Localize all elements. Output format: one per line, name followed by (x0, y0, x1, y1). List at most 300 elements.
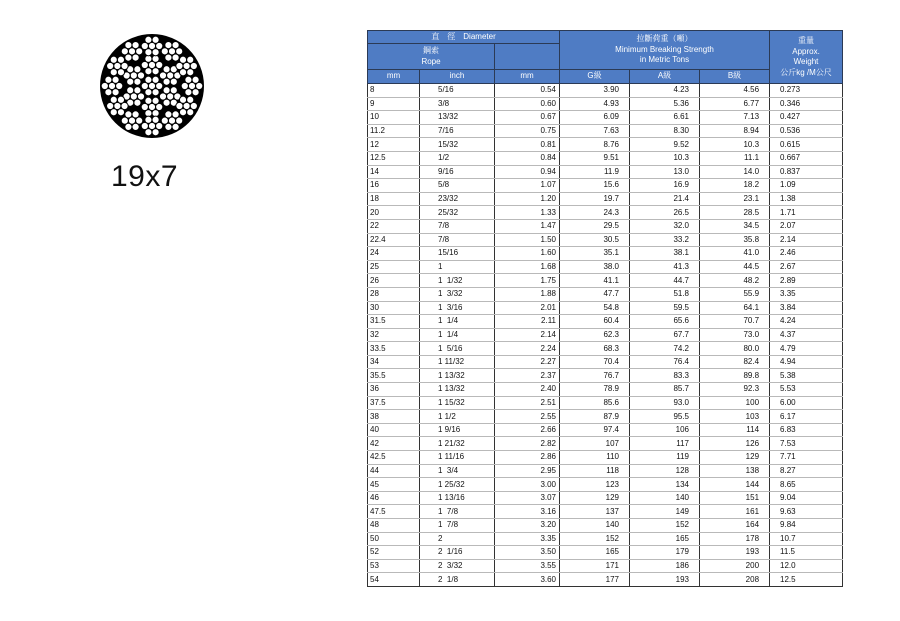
strand-wire (132, 54, 139, 61)
cell-w: 0.615 (770, 138, 843, 152)
cell-g: 7.63 (560, 124, 630, 138)
cell-g: 140 (560, 519, 630, 533)
cell-b: 35.8 (700, 233, 770, 247)
cell-inch: 1 1/4 (420, 315, 495, 329)
cell-w: 8.27 (770, 464, 843, 478)
cell-a: 74.2 (630, 342, 700, 356)
cell-a: 85.7 (630, 383, 700, 397)
table-row (368, 464, 843, 478)
cell-w: 3.84 (770, 301, 843, 315)
strand-wire (192, 76, 199, 83)
cell-mm: 37.5 (368, 396, 420, 410)
cell-b: 82.4 (700, 355, 770, 369)
cell-inch: 1 7/8 (420, 505, 495, 519)
cell-a: 5.36 (630, 97, 700, 111)
table-row (368, 192, 843, 206)
cell-w: 5.53 (770, 383, 843, 397)
cell-w: 6.17 (770, 410, 843, 424)
table-row (368, 165, 843, 179)
cell-inch: 1 13/32 (420, 383, 495, 397)
cell-mm2: 3.50 (495, 546, 560, 560)
cell-mm: 46 (368, 491, 420, 505)
cell-b: 114 (700, 423, 770, 437)
cell-b: 55.9 (700, 287, 770, 301)
cell-mm: 20 (368, 206, 420, 220)
cell-mm: 53 (368, 559, 420, 573)
cell-b: 6.77 (700, 97, 770, 111)
table-row (368, 423, 843, 437)
cell-g: 62.3 (560, 328, 630, 342)
strand-wire (170, 87, 177, 94)
cell-b: 18.2 (700, 179, 770, 193)
cell-mm: 12 (368, 138, 420, 152)
strand-wire (165, 42, 172, 49)
spec-table-body (368, 84, 843, 587)
cell-a: 26.5 (630, 206, 700, 220)
cell-inch: 1 1/32 (420, 274, 495, 288)
cell-mm2: 0.60 (495, 97, 560, 111)
cell-a: 59.5 (630, 301, 700, 315)
strand-wire (152, 36, 159, 43)
cell-inch: 7/16 (420, 124, 495, 138)
cell-mm2: 2.27 (495, 355, 560, 369)
table-row (368, 247, 843, 261)
strand-wire (192, 89, 199, 96)
cell-mm2: 1.47 (495, 219, 560, 233)
cell-w: 11.5 (770, 546, 843, 560)
cell-inch: 15/16 (420, 247, 495, 261)
cell-inch: 1 3/32 (420, 287, 495, 301)
cell-a: 149 (630, 505, 700, 519)
table-row (368, 396, 843, 410)
strand-wire (145, 116, 152, 123)
cell-mm: 40 (368, 423, 420, 437)
cell-b: 4.56 (700, 84, 770, 98)
table-row (368, 124, 843, 138)
cell-inch: 1 1/2 (420, 410, 495, 424)
table-row (368, 287, 843, 301)
table-row (368, 233, 843, 247)
cell-mm: 36 (368, 383, 420, 397)
cell-inch: 1 25/32 (420, 478, 495, 492)
cell-mm2: 1.75 (495, 274, 560, 288)
cell-mm: 35.5 (368, 369, 420, 383)
strand-wire (179, 56, 186, 63)
cell-mm: 11.2 (368, 124, 420, 138)
cell-g: 129 (560, 491, 630, 505)
cell-w: 0.346 (770, 97, 843, 111)
cell-a: 106 (630, 423, 700, 437)
cell-inch: 5/8 (420, 179, 495, 193)
cell-b: 10.3 (700, 138, 770, 152)
cell-g: 24.3 (560, 206, 630, 220)
cell-b: 161 (700, 505, 770, 519)
cell-inch: 2 (420, 532, 495, 546)
cell-mm2: 1.68 (495, 260, 560, 274)
cell-w: 2.07 (770, 219, 843, 233)
cell-b: 14.0 (700, 165, 770, 179)
strand-wire (152, 68, 159, 75)
cell-mm: 10 (368, 111, 420, 125)
cell-b: 28.5 (700, 206, 770, 220)
strand-wire (172, 123, 179, 130)
cell-g: 35.1 (560, 247, 630, 261)
strand-wire (132, 123, 139, 130)
cell-g: 165 (560, 546, 630, 560)
strand-wire (125, 42, 132, 49)
table-row (368, 546, 843, 560)
product-title: 19x7 (111, 160, 179, 193)
cell-b: 208 (700, 573, 770, 587)
cell-w: 2.14 (770, 233, 843, 247)
cell-mm2: 2.95 (495, 464, 560, 478)
table-row (368, 97, 843, 111)
cell-g: 107 (560, 437, 630, 451)
cell-g: 54.8 (560, 301, 630, 315)
header-col-b: B級 (700, 70, 770, 84)
cell-mm: 26 (368, 274, 420, 288)
cell-a: 193 (630, 573, 700, 587)
cell-mm: 18 (368, 192, 420, 206)
table-row (368, 219, 843, 233)
cell-a: 93.0 (630, 396, 700, 410)
strand-wire (187, 56, 194, 63)
header-diameter: 直 徑 Diameter (368, 31, 560, 44)
cell-a: 9.52 (630, 138, 700, 152)
cell-b: 92.3 (700, 383, 770, 397)
table-row (368, 84, 843, 98)
cell-mm2: 2.11 (495, 315, 560, 329)
cell-mm2: 0.54 (495, 84, 560, 98)
cell-b: 100 (700, 396, 770, 410)
cell-a: 4.23 (630, 84, 700, 98)
cell-mm2: 3.16 (495, 505, 560, 519)
cell-b: 64.1 (700, 301, 770, 315)
cell-g: 38.0 (560, 260, 630, 274)
cell-mm2: 2.24 (495, 342, 560, 356)
cell-inch: 9/16 (420, 165, 495, 179)
cell-g: 15.6 (560, 179, 630, 193)
cell-w: 9.84 (770, 519, 843, 533)
strand-wire (145, 36, 152, 43)
cell-g: 78.9 (560, 383, 630, 397)
cell-a: 8.30 (630, 124, 700, 138)
cell-b: 103 (700, 410, 770, 424)
cell-b: 89.8 (700, 369, 770, 383)
cell-mm2: 1.60 (495, 247, 560, 261)
table-row (368, 260, 843, 274)
cell-a: 21.4 (630, 192, 700, 206)
cell-w: 5.38 (770, 369, 843, 383)
header-col-mm: mm (368, 70, 420, 84)
table-row (368, 451, 843, 465)
cell-w: 12.0 (770, 559, 843, 573)
header-strength: 拉斷荷重（噸） Minimum Breaking Strength in Metric Tons (560, 31, 770, 70)
cell-b: 11.1 (700, 151, 770, 165)
header-col-a: A級 (630, 70, 700, 84)
table-row (368, 355, 843, 369)
table-row (368, 206, 843, 220)
cell-mm2: 2.40 (495, 383, 560, 397)
cell-mm: 24 (368, 247, 420, 261)
cell-g: 85.6 (560, 396, 630, 410)
cell-inch: 1 3/16 (420, 301, 495, 315)
strand-wire (152, 129, 159, 136)
cell-mm: 42 (368, 437, 420, 451)
cell-mm: 34 (368, 355, 420, 369)
cell-inch: 1 9/16 (420, 423, 495, 437)
strand-wire (117, 109, 124, 116)
cell-g: 171 (560, 559, 630, 573)
cell-g: 29.5 (560, 219, 630, 233)
cell-b: 144 (700, 478, 770, 492)
cell-g: 3.90 (560, 84, 630, 98)
cell-mm2: 3.07 (495, 491, 560, 505)
strand-wire (117, 69, 124, 76)
cell-mm: 22 (368, 219, 420, 233)
cell-mm2: 2.86 (495, 451, 560, 465)
cell-w: 4.94 (770, 355, 843, 369)
table-row (368, 437, 843, 451)
cell-w: 9.63 (770, 505, 843, 519)
strand-wire (112, 76, 119, 83)
cell-g: 8.76 (560, 138, 630, 152)
cell-g: 110 (560, 451, 630, 465)
cell-mm: 14 (368, 165, 420, 179)
cell-a: 16.9 (630, 179, 700, 193)
cell-inch: 2 1/8 (420, 573, 495, 587)
table-row (368, 315, 843, 329)
cell-inch: 1 1/4 (420, 328, 495, 342)
strand-wire (152, 89, 159, 96)
strand-wire (187, 69, 194, 76)
cell-b: 23.1 (700, 192, 770, 206)
cell-inch: 7/8 (420, 233, 495, 247)
cell-a: 186 (630, 559, 700, 573)
strand-wire (117, 56, 124, 63)
rope-strand-diagram (96, 30, 208, 142)
cell-b: 70.7 (700, 315, 770, 329)
strand-wire (152, 116, 159, 123)
table-row (368, 519, 843, 533)
cell-inch: 1 3/4 (420, 464, 495, 478)
table-row (368, 369, 843, 383)
strand-wire (112, 89, 119, 96)
cell-a: 13.0 (630, 165, 700, 179)
header-blank (495, 44, 560, 70)
strand-wire (117, 96, 124, 103)
cell-w: 1.71 (770, 206, 843, 220)
table-row (368, 478, 843, 492)
cell-a: 165 (630, 532, 700, 546)
cell-a: 67.7 (630, 328, 700, 342)
cell-w: 7.71 (770, 451, 843, 465)
strand-wire (134, 78, 141, 85)
header-col-mm2: mm (495, 70, 560, 84)
cell-b: 41.0 (700, 247, 770, 261)
table-row (368, 532, 843, 546)
table-row (368, 151, 843, 165)
cell-g: 68.3 (560, 342, 630, 356)
strand-wire (152, 49, 159, 56)
strand-wire (185, 76, 192, 83)
cell-mm2: 3.35 (495, 532, 560, 546)
cell-mm2: 1.33 (495, 206, 560, 220)
cell-w: 0.837 (770, 165, 843, 179)
cell-a: 76.4 (630, 355, 700, 369)
cell-mm2: 2.14 (495, 328, 560, 342)
cell-inch: 23/32 (420, 192, 495, 206)
cell-mm2: 0.67 (495, 111, 560, 125)
strand-wire (105, 76, 112, 83)
strand-wire (165, 111, 172, 118)
cell-mm: 8 (368, 84, 420, 98)
cell-mm2: 3.60 (495, 573, 560, 587)
cell-a: 152 (630, 519, 700, 533)
header-weight: 重量 Approx. Weight 公斤kg /M公尺 (770, 31, 843, 84)
cell-b: 44.5 (700, 260, 770, 274)
cell-inch: 1 15/32 (420, 396, 495, 410)
strand-wire (172, 42, 179, 49)
cell-a: 83.3 (630, 369, 700, 383)
table-row (368, 138, 843, 152)
cell-b: 7.13 (700, 111, 770, 125)
cell-g: 19.7 (560, 192, 630, 206)
cell-mm: 9 (368, 97, 420, 111)
cell-inch: 1/2 (420, 151, 495, 165)
cell-g: 41.1 (560, 274, 630, 288)
cell-b: 126 (700, 437, 770, 451)
cell-b: 138 (700, 464, 770, 478)
cell-g: 87.9 (560, 410, 630, 424)
cell-w: 3.35 (770, 287, 843, 301)
cell-mm2: 1.88 (495, 287, 560, 301)
strand-wire (110, 56, 117, 63)
table-row (368, 328, 843, 342)
cell-inch: 1 (420, 260, 495, 274)
cell-mm: 22.4 (368, 233, 420, 247)
cell-mm2: 2.55 (495, 410, 560, 424)
cell-a: 95.5 (630, 410, 700, 424)
cell-inch: 2 1/16 (420, 546, 495, 560)
cell-g: 70.4 (560, 355, 630, 369)
cell-b: 80.0 (700, 342, 770, 356)
cell-g: 152 (560, 532, 630, 546)
cell-b: 164 (700, 519, 770, 533)
table-row (368, 274, 843, 288)
cell-b: 73.0 (700, 328, 770, 342)
cell-mm: 42.5 (368, 451, 420, 465)
cell-mm: 47.5 (368, 505, 420, 519)
cell-mm: 54 (368, 573, 420, 587)
cell-w: 2.89 (770, 274, 843, 288)
table-row (368, 383, 843, 397)
strand-wire (110, 96, 117, 103)
table-row (368, 342, 843, 356)
table-row (368, 410, 843, 424)
cell-g: 6.09 (560, 111, 630, 125)
cell-a: 117 (630, 437, 700, 451)
cell-mm2: 0.81 (495, 138, 560, 152)
strand-wire (187, 109, 194, 116)
cell-w: 8.65 (770, 478, 843, 492)
cell-g: 118 (560, 464, 630, 478)
cell-w: 4.37 (770, 328, 843, 342)
cell-inch: 1 11/16 (420, 451, 495, 465)
cell-a: 44.7 (630, 274, 700, 288)
cell-inch: 1 13/16 (420, 491, 495, 505)
strand-wire (127, 87, 134, 94)
cell-mm2: 2.51 (495, 396, 560, 410)
cell-w: 0.536 (770, 124, 843, 138)
cell-mm: 48 (368, 519, 420, 533)
strand-wire (125, 111, 132, 118)
cell-g: 30.5 (560, 233, 630, 247)
cell-b: 200 (700, 559, 770, 573)
table-row (368, 559, 843, 573)
cell-w: 1.09 (770, 179, 843, 193)
cell-mm: 45 (368, 478, 420, 492)
cell-mm2: 2.82 (495, 437, 560, 451)
cell-w: 2.67 (770, 260, 843, 274)
strand-wire (170, 78, 177, 85)
cell-mm2: 0.84 (495, 151, 560, 165)
cell-g: 97.4 (560, 423, 630, 437)
cell-mm2: 2.01 (495, 301, 560, 315)
cell-a: 140 (630, 491, 700, 505)
cell-g: 4.93 (560, 97, 630, 111)
strand-wire (134, 99, 141, 106)
cell-inch: 7/8 (420, 219, 495, 233)
cell-w: 6.83 (770, 423, 843, 437)
strand-wire (172, 54, 179, 61)
strand-wire (152, 97, 159, 104)
cell-b: 129 (700, 451, 770, 465)
cell-w: 0.273 (770, 84, 843, 98)
cell-a: 119 (630, 451, 700, 465)
cell-b: 48.2 (700, 274, 770, 288)
cell-a: 128 (630, 464, 700, 478)
spec-table (367, 30, 843, 587)
header-col-g: G級 (560, 70, 630, 84)
strand-wire (152, 76, 159, 83)
header-rope: 鋼索 Rope (368, 44, 495, 70)
cell-b: 34.5 (700, 219, 770, 233)
cell-inch: 15/32 (420, 138, 495, 152)
cell-w: 2.46 (770, 247, 843, 261)
cell-mm: 33.5 (368, 342, 420, 356)
cell-inch: 3/8 (420, 97, 495, 111)
cell-g: 123 (560, 478, 630, 492)
strand-wire (179, 96, 186, 103)
cell-a: 179 (630, 546, 700, 560)
cell-b: 151 (700, 491, 770, 505)
cell-mm: 50 (368, 532, 420, 546)
cell-mm2: 3.00 (495, 478, 560, 492)
cell-a: 10.3 (630, 151, 700, 165)
cell-mm2: 2.66 (495, 423, 560, 437)
strand-wire (145, 97, 152, 104)
strand-wire (132, 111, 139, 118)
cell-mm: 52 (368, 546, 420, 560)
strand-wire (145, 76, 152, 83)
cell-mm: 31.5 (368, 315, 420, 329)
cell-w: 4.79 (770, 342, 843, 356)
table-row (368, 301, 843, 315)
cell-g: 11.9 (560, 165, 630, 179)
table-row (368, 111, 843, 125)
cell-w: 4.24 (770, 315, 843, 329)
